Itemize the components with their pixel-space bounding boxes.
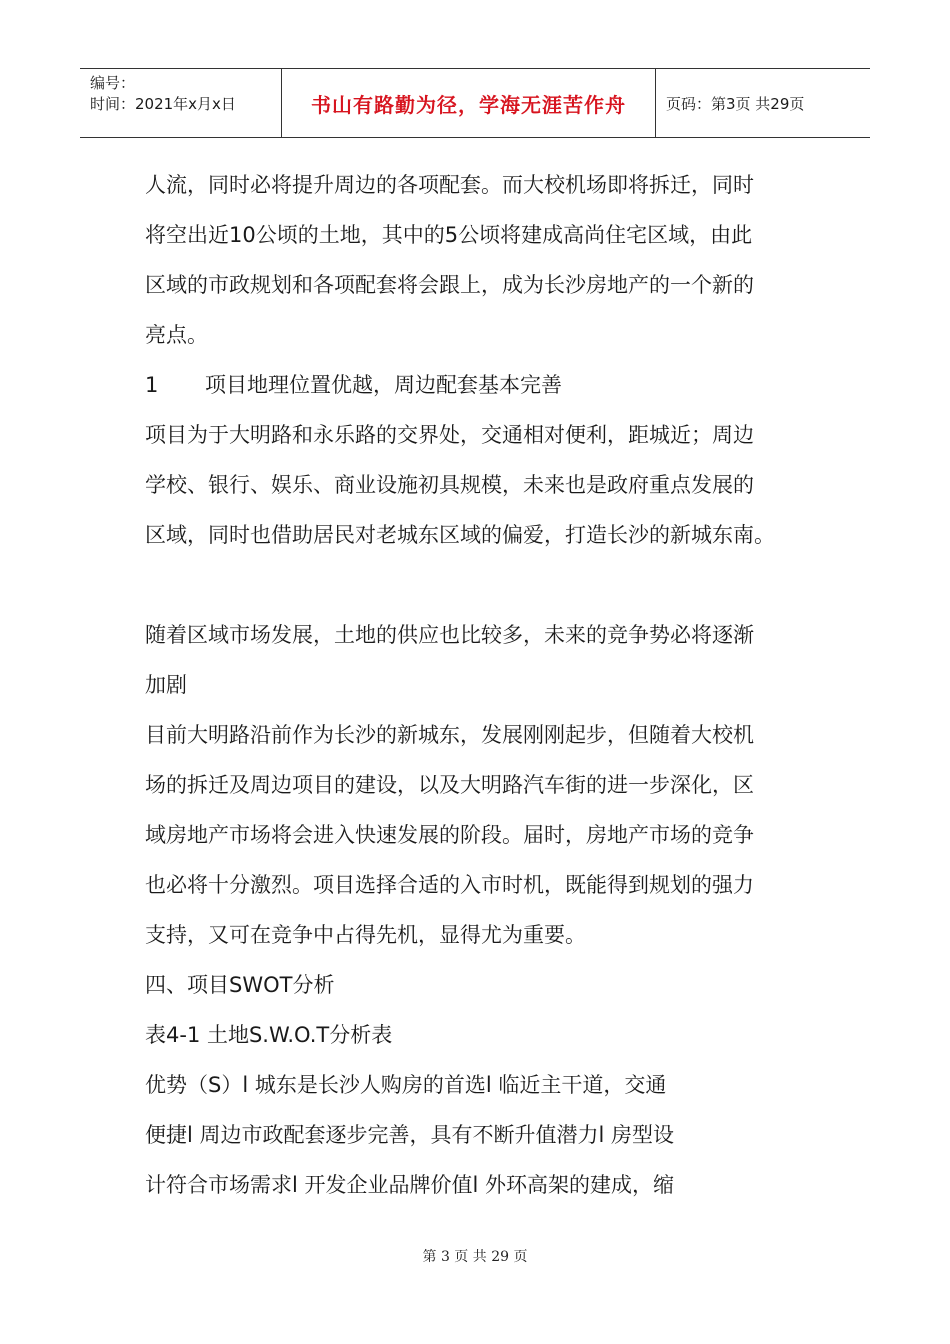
text-line: 区域，同时也借助居民对老城东区域的偏爱，打造长沙的新城东南。	[145, 523, 775, 547]
page-footer: 第 3 页 共 29 页	[422, 1249, 528, 1265]
text-line: 将空出近10公顷的土地，其中的5公顷将建成高尚住宅区域，由此	[145, 223, 753, 247]
text-line: 场的拆迁及周边项目的建设，以及大明路汽车街的进一步深化，区	[145, 773, 754, 797]
document-body	[145, 160, 815, 1210]
text-line: 加剧	[145, 673, 187, 697]
header-left-cell	[80, 69, 282, 137]
text-line: 随着区域市场发展，土地的供应也比较多，未来的竞争势必将逐渐	[145, 623, 754, 647]
text-line: 亮点。	[145, 323, 208, 347]
chapter-heading: 四、项目SWOT分析	[145, 973, 335, 997]
section-heading	[145, 360, 815, 410]
paragraph-gap	[145, 560, 815, 610]
text-line: 便捷l 周边市政配套逐步完善，具有不断升值潜力l 房型设	[145, 1123, 675, 1147]
text-line: 学校、银行、娱乐、商业设施初具规模，未来也是政府重点发展的	[145, 473, 754, 497]
section-number: 1	[145, 373, 159, 397]
section-title: 项目地理位置优越，周边配套基本完善	[205, 373, 562, 397]
text-line: 域房地产市场将会进入快速发展的阶段。届时，房地产市场的竞争	[145, 823, 754, 847]
document-time-label: 时间：2021年x月x日	[90, 95, 236, 113]
document-code-label: 编号：	[90, 74, 136, 92]
text-line: 区域的市政规划和各项配套将会跟上，成为长沙房地产的一个新的	[145, 273, 754, 297]
text-line: 人流，同时必将提升周边的各项配套。而大校机场即将拆迁，同时	[145, 173, 754, 197]
table-caption: 表4-1 土地S.W.O.T分析表	[145, 1023, 393, 1047]
text-line: 目前大明路沿前作为长沙的新城东，发展刚刚起步，但随着大校机	[145, 723, 754, 747]
header-motto: 书山有路勤为径，学海无涯苦作舟	[282, 69, 656, 137]
text-line: 支持，又可在竞争中占得先机，显得尤为重要。	[145, 923, 586, 947]
text-line: 项目为于大明路和永乐路的交界处，交通相对便利，距城近；周边	[145, 423, 754, 447]
page-header	[80, 68, 870, 138]
text-line: 计符合市场需求l 开发企业品牌价值l 外环高架的建成，缩	[145, 1173, 675, 1197]
text-line: 也必将十分激烈。项目选择合适的入市时机，既能得到规划的强力	[145, 873, 754, 897]
header-page-code: 页码：第3页 共29页	[666, 94, 805, 113]
text-line: 优势（S）l 城东是长沙人购房的首选l 临近主干道，交通	[145, 1073, 667, 1097]
